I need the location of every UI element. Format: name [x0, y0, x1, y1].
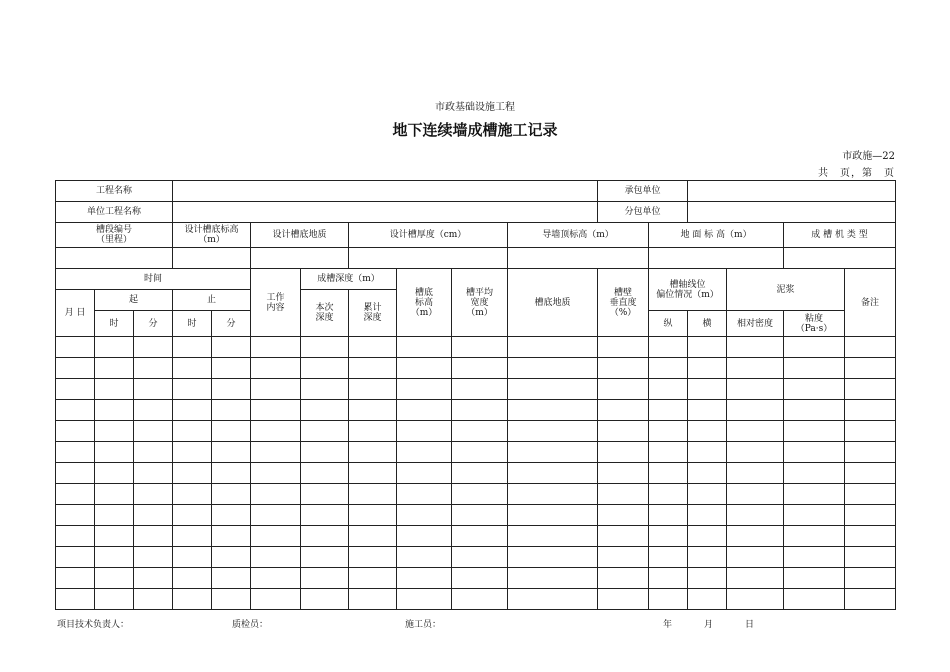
table-cell[interactable]	[349, 400, 397, 421]
month-day-header: 月 日	[56, 290, 95, 337]
table-cell[interactable]	[688, 379, 727, 400]
table-cell[interactable]	[397, 589, 452, 610]
table-cell[interactable]	[301, 400, 349, 421]
table-cell[interactable]	[212, 526, 251, 547]
table-cell[interactable]	[251, 505, 301, 526]
table-cell[interactable]	[727, 400, 784, 421]
table-cell[interactable]	[598, 379, 649, 400]
table-cell[interactable]	[95, 589, 134, 610]
table-cell[interactable]	[649, 337, 688, 358]
table-cell[interactable]	[688, 358, 727, 379]
table-cell[interactable]	[397, 547, 452, 568]
table-cell[interactable]	[134, 400, 173, 421]
record-rows	[56, 337, 896, 610]
table-cell[interactable]	[649, 484, 688, 505]
table-cell[interactable]	[212, 379, 251, 400]
table-cell[interactable]	[95, 547, 134, 568]
table-cell[interactable]	[173, 589, 212, 610]
table-cell[interactable]	[301, 568, 349, 589]
design-thickness-field[interactable]	[349, 248, 508, 269]
table-cell[interactable]	[301, 463, 349, 484]
table-cell[interactable]	[397, 505, 452, 526]
table-cell[interactable]	[649, 505, 688, 526]
table-cell[interactable]	[349, 463, 397, 484]
table-cell[interactable]	[598, 484, 649, 505]
table-cell[interactable]	[56, 505, 95, 526]
axis-deviation-header: 槽轴线位 偏位情况（m）	[649, 269, 727, 311]
table-cell[interactable]	[845, 463, 896, 484]
table-cell[interactable]	[56, 358, 95, 379]
table-cell[interactable]	[598, 442, 649, 463]
tech-lead-signature: 项目技术负责人：	[57, 620, 130, 630]
table-cell[interactable]	[727, 547, 784, 568]
constructor-signature: 施工员：	[405, 620, 442, 630]
table-cell[interactable]	[688, 505, 727, 526]
table-cell[interactable]	[508, 463, 598, 484]
table-cell[interactable]	[598, 589, 649, 610]
table-cell[interactable]	[784, 568, 845, 589]
table-cell[interactable]	[95, 421, 134, 442]
table-cell[interactable]	[212, 547, 251, 568]
table-cell[interactable]	[452, 442, 508, 463]
table-cell[interactable]	[452, 337, 508, 358]
table-cell[interactable]	[727, 442, 784, 463]
table-row	[56, 547, 896, 568]
table-cell[interactable]	[727, 379, 784, 400]
table-cell[interactable]	[688, 526, 727, 547]
table-cell[interactable]	[95, 568, 134, 589]
table-cell[interactable]	[212, 421, 251, 442]
info-row-1	[56, 181, 896, 202]
table-cell[interactable]	[134, 505, 173, 526]
start-minute-header: 分	[134, 311, 173, 337]
segment-no-field[interactable]	[56, 248, 173, 269]
design-header-row	[56, 223, 896, 248]
table-cell[interactable]	[688, 547, 727, 568]
end-hour-header: 时	[173, 311, 212, 337]
contractor-label: 承包单位	[598, 181, 688, 202]
table-cell[interactable]	[251, 379, 301, 400]
project-name-field[interactable]	[173, 181, 598, 202]
table-cell[interactable]	[508, 589, 598, 610]
table-cell[interactable]	[727, 505, 784, 526]
table-cell[interactable]	[173, 379, 212, 400]
column-header-row-1	[56, 269, 896, 290]
page-info: 共 页，第 页	[818, 168, 895, 179]
table-cell[interactable]	[173, 358, 212, 379]
table-cell[interactable]	[727, 484, 784, 505]
ground-elev-label: 地 面 标 高（m）	[649, 223, 784, 248]
table-cell[interactable]	[349, 442, 397, 463]
table-cell[interactable]	[784, 358, 845, 379]
table-cell[interactable]	[56, 337, 95, 358]
unit-project-field[interactable]	[173, 202, 598, 223]
table-row	[56, 463, 896, 484]
subcontractor-field[interactable]	[688, 202, 896, 223]
table-cell[interactable]	[508, 337, 598, 358]
table-cell[interactable]	[784, 547, 845, 568]
table-cell[interactable]	[598, 505, 649, 526]
table-cell[interactable]	[349, 337, 397, 358]
table-cell[interactable]	[508, 568, 598, 589]
start-hour-header: 时	[95, 311, 134, 337]
table-cell[interactable]	[598, 568, 649, 589]
table-cell[interactable]	[251, 547, 301, 568]
table-cell[interactable]	[173, 400, 212, 421]
table-cell[interactable]	[173, 568, 212, 589]
table-cell[interactable]	[688, 484, 727, 505]
table-cell[interactable]	[649, 400, 688, 421]
table-cell[interactable]	[56, 526, 95, 547]
machine-type-field[interactable]	[784, 248, 896, 269]
table-cell[interactable]	[845, 442, 896, 463]
table-cell[interactable]	[212, 484, 251, 505]
date-month: 月	[704, 620, 714, 630]
record-table	[55, 180, 896, 610]
ground-elev-field[interactable]	[649, 248, 784, 269]
table-cell[interactable]	[301, 547, 349, 568]
table-cell[interactable]	[845, 568, 896, 589]
table-cell[interactable]	[301, 442, 349, 463]
table-cell[interactable]	[56, 379, 95, 400]
table-cell[interactable]	[727, 358, 784, 379]
guide-wall-top-label: 导墙顶标高（m）	[508, 223, 649, 248]
table-cell[interactable]	[173, 442, 212, 463]
table-cell[interactable]	[598, 337, 649, 358]
table-cell[interactable]	[452, 547, 508, 568]
form-number: 市政施—22	[842, 151, 895, 162]
table-cell[interactable]	[349, 379, 397, 400]
table-cell[interactable]	[598, 358, 649, 379]
table-cell[interactable]	[784, 337, 845, 358]
table-cell[interactable]	[845, 337, 896, 358]
table-cell[interactable]	[649, 379, 688, 400]
table-cell[interactable]	[397, 379, 452, 400]
table-row	[56, 337, 896, 358]
table-cell[interactable]	[349, 421, 397, 442]
table-cell[interactable]	[251, 442, 301, 463]
project-name-label: 工程名称	[56, 181, 173, 202]
table-row	[56, 358, 896, 379]
table-cell[interactable]	[397, 484, 452, 505]
slurry-header: 泥浆	[727, 269, 845, 311]
table-cell[interactable]	[784, 400, 845, 421]
table-cell[interactable]	[56, 547, 95, 568]
table-cell[interactable]	[95, 358, 134, 379]
table-cell[interactable]	[649, 568, 688, 589]
start-header: 起	[95, 290, 173, 311]
table-cell[interactable]	[212, 337, 251, 358]
info-row-2	[56, 202, 896, 223]
longitudinal-header: 纵	[649, 311, 688, 337]
table-cell[interactable]	[784, 484, 845, 505]
table-cell[interactable]	[649, 589, 688, 610]
table-cell[interactable]	[452, 589, 508, 610]
table-cell[interactable]	[301, 421, 349, 442]
table-cell[interactable]	[212, 568, 251, 589]
table-cell[interactable]	[649, 358, 688, 379]
table-cell[interactable]	[134, 484, 173, 505]
table-cell[interactable]	[784, 379, 845, 400]
table-cell[interactable]	[212, 358, 251, 379]
table-cell[interactable]	[784, 442, 845, 463]
design-bottom-elev-label: 设计槽底标高（m）	[173, 223, 251, 248]
table-cell[interactable]	[134, 547, 173, 568]
table-cell[interactable]	[397, 568, 452, 589]
table-cell[interactable]	[212, 589, 251, 610]
table-cell[interactable]	[688, 463, 727, 484]
table-cell[interactable]	[508, 526, 598, 547]
table-cell[interactable]	[134, 442, 173, 463]
table-cell[interactable]	[397, 421, 452, 442]
table-cell[interactable]	[95, 379, 134, 400]
bottom-elev-header: 槽底 标高 （m）	[397, 269, 452, 337]
this-depth-header: 本次 深度	[301, 290, 349, 337]
table-cell[interactable]	[784, 526, 845, 547]
date-year: 年	[663, 620, 673, 630]
table-cell[interactable]	[598, 526, 649, 547]
date-day: 日	[745, 620, 755, 630]
table-cell[interactable]	[649, 526, 688, 547]
design-bottom-elev-field[interactable]	[173, 248, 251, 269]
design-bottom-geo-field[interactable]	[251, 248, 349, 269]
table-cell[interactable]	[301, 379, 349, 400]
table-cell[interactable]	[134, 358, 173, 379]
table-cell[interactable]	[508, 421, 598, 442]
table-cell[interactable]	[134, 463, 173, 484]
table-cell[interactable]	[251, 589, 301, 610]
table-cell[interactable]	[688, 400, 727, 421]
table-cell[interactable]	[727, 337, 784, 358]
table-cell[interactable]	[784, 589, 845, 610]
table-cell[interactable]	[508, 379, 598, 400]
table-cell[interactable]	[134, 379, 173, 400]
table-cell[interactable]	[688, 589, 727, 610]
table-cell[interactable]	[95, 526, 134, 547]
table-cell[interactable]	[452, 358, 508, 379]
table-cell[interactable]	[173, 337, 212, 358]
table-cell[interactable]	[598, 547, 649, 568]
table-cell[interactable]	[95, 337, 134, 358]
table-cell[interactable]	[727, 526, 784, 547]
document-subtitle: 市政基础设施工程	[435, 102, 515, 113]
table-cell[interactable]	[845, 400, 896, 421]
table-cell[interactable]	[845, 421, 896, 442]
table-cell[interactable]	[845, 526, 896, 547]
table-cell[interactable]	[173, 421, 212, 442]
table-cell[interactable]	[95, 442, 134, 463]
end-minute-header: 分	[212, 311, 251, 337]
table-cell[interactable]	[397, 400, 452, 421]
table-cell[interactable]	[301, 526, 349, 547]
table-cell[interactable]	[688, 442, 727, 463]
table-cell[interactable]	[845, 358, 896, 379]
relative-density-header: 相对密度	[727, 311, 784, 337]
table-cell[interactable]	[649, 547, 688, 568]
table-cell[interactable]	[95, 484, 134, 505]
table-cell[interactable]	[349, 505, 397, 526]
table-cell[interactable]	[251, 526, 301, 547]
table-cell[interactable]	[134, 421, 173, 442]
table-cell[interactable]	[727, 421, 784, 442]
table-cell[interactable]	[349, 589, 397, 610]
table-cell[interactable]	[397, 442, 452, 463]
table-cell[interactable]	[784, 463, 845, 484]
table-cell[interactable]	[727, 589, 784, 610]
segment-no-label: 槽段编号 （里程）	[56, 223, 173, 248]
table-cell[interactable]	[452, 505, 508, 526]
table-cell[interactable]	[649, 442, 688, 463]
table-cell[interactable]	[452, 379, 508, 400]
table-row	[56, 442, 896, 463]
subcontractor-label: 分包单位	[598, 202, 688, 223]
table-cell[interactable]	[173, 547, 212, 568]
work-content-header: 工作 内容	[251, 269, 301, 337]
table-row	[56, 568, 896, 589]
table-cell[interactable]	[349, 526, 397, 547]
table-cell[interactable]	[134, 589, 173, 610]
table-cell[interactable]	[56, 589, 95, 610]
time-header: 时间	[56, 269, 251, 290]
table-cell[interactable]	[56, 463, 95, 484]
table-cell[interactable]	[845, 547, 896, 568]
table-cell[interactable]	[508, 358, 598, 379]
table-cell[interactable]	[508, 400, 598, 421]
table-cell[interactable]	[452, 484, 508, 505]
table-cell[interactable]	[845, 484, 896, 505]
table-cell[interactable]	[508, 484, 598, 505]
table-cell[interactable]	[397, 526, 452, 547]
table-cell[interactable]	[134, 568, 173, 589]
table-cell[interactable]	[56, 568, 95, 589]
table-cell[interactable]	[173, 463, 212, 484]
table-cell[interactable]	[212, 442, 251, 463]
table-cell[interactable]	[95, 400, 134, 421]
table-cell[interactable]	[95, 505, 134, 526]
table-cell[interactable]	[349, 484, 397, 505]
avg-width-header: 槽平均 宽度 （m）	[452, 269, 508, 337]
table-cell[interactable]	[349, 358, 397, 379]
table-cell[interactable]	[56, 400, 95, 421]
table-cell[interactable]	[212, 505, 251, 526]
table-cell[interactable]	[845, 589, 896, 610]
table-cell[interactable]	[784, 421, 845, 442]
table-cell[interactable]	[301, 337, 349, 358]
table-cell[interactable]	[173, 505, 212, 526]
table-cell[interactable]	[173, 484, 212, 505]
table-cell[interactable]	[649, 463, 688, 484]
table-cell[interactable]	[212, 463, 251, 484]
table-cell[interactable]	[301, 358, 349, 379]
table-cell[interactable]	[134, 337, 173, 358]
table-cell[interactable]	[397, 337, 452, 358]
table-cell[interactable]	[251, 463, 301, 484]
table-cell[interactable]	[301, 484, 349, 505]
table-cell[interactable]	[452, 463, 508, 484]
table-cell[interactable]	[95, 463, 134, 484]
table-cell[interactable]	[508, 547, 598, 568]
document-title: 地下连续墙成槽施工记录	[392, 121, 558, 139]
table-row	[56, 505, 896, 526]
trench-depth-header: 成槽深度（m）	[301, 269, 397, 290]
table-row	[56, 484, 896, 505]
table-cell[interactable]	[845, 379, 896, 400]
viscosity-header: 粘度 （Pa·s）	[784, 311, 845, 337]
table-cell[interactable]	[727, 463, 784, 484]
table-cell[interactable]	[134, 526, 173, 547]
table-cell[interactable]	[649, 421, 688, 442]
table-row	[56, 526, 896, 547]
table-cell[interactable]	[251, 400, 301, 421]
table-row	[56, 379, 896, 400]
table-cell[interactable]	[212, 400, 251, 421]
table-cell[interactable]	[688, 421, 727, 442]
table-cell[interactable]	[397, 358, 452, 379]
table-cell[interactable]	[301, 589, 349, 610]
table-cell[interactable]	[452, 400, 508, 421]
table-cell[interactable]	[508, 505, 598, 526]
table-cell[interactable]	[452, 568, 508, 589]
unit-project-label: 单位工程名称	[56, 202, 173, 223]
table-cell[interactable]	[349, 547, 397, 568]
table-cell[interactable]	[727, 568, 784, 589]
transverse-header: 横	[688, 311, 727, 337]
table-cell[interactable]	[598, 400, 649, 421]
table-cell[interactable]	[56, 421, 95, 442]
table-cell[interactable]	[688, 337, 727, 358]
inspector-signature: 质检员：	[232, 620, 269, 630]
design-value-row	[56, 248, 896, 269]
bottom-geo-header: 槽底地质	[508, 269, 598, 337]
table-cell[interactable]	[349, 568, 397, 589]
table-cell[interactable]	[251, 484, 301, 505]
table-cell[interactable]	[452, 526, 508, 547]
table-cell[interactable]	[845, 505, 896, 526]
table-cell[interactable]	[251, 358, 301, 379]
table-cell[interactable]	[508, 442, 598, 463]
table-cell[interactable]	[56, 442, 95, 463]
table-row	[56, 400, 896, 421]
table-cell[interactable]	[56, 484, 95, 505]
guide-wall-top-field[interactable]	[508, 248, 649, 269]
table-cell[interactable]	[251, 568, 301, 589]
table-cell[interactable]	[688, 568, 727, 589]
table-cell[interactable]	[251, 337, 301, 358]
table-cell[interactable]	[251, 421, 301, 442]
verticality-header: 槽壁 垂直度 （%）	[598, 269, 649, 337]
end-header: 止	[173, 290, 251, 311]
table-cell[interactable]	[598, 421, 649, 442]
table-row	[56, 421, 896, 442]
table-cell[interactable]	[397, 463, 452, 484]
table-cell[interactable]	[784, 505, 845, 526]
remarks-header: 备注	[845, 269, 896, 337]
machine-type-label: 成 槽 机 类 型	[784, 223, 896, 248]
table-cell[interactable]	[301, 505, 349, 526]
design-bottom-geo-label: 设计槽底地质	[251, 223, 349, 248]
contractor-field[interactable]	[688, 181, 896, 202]
table-cell[interactable]	[173, 526, 212, 547]
table-cell[interactable]	[598, 463, 649, 484]
table-row	[56, 589, 896, 610]
cumulative-depth-header: 累计 深度	[349, 290, 397, 337]
table-cell[interactable]	[452, 421, 508, 442]
design-thickness-label: 设计槽厚度（cm）	[349, 223, 508, 248]
